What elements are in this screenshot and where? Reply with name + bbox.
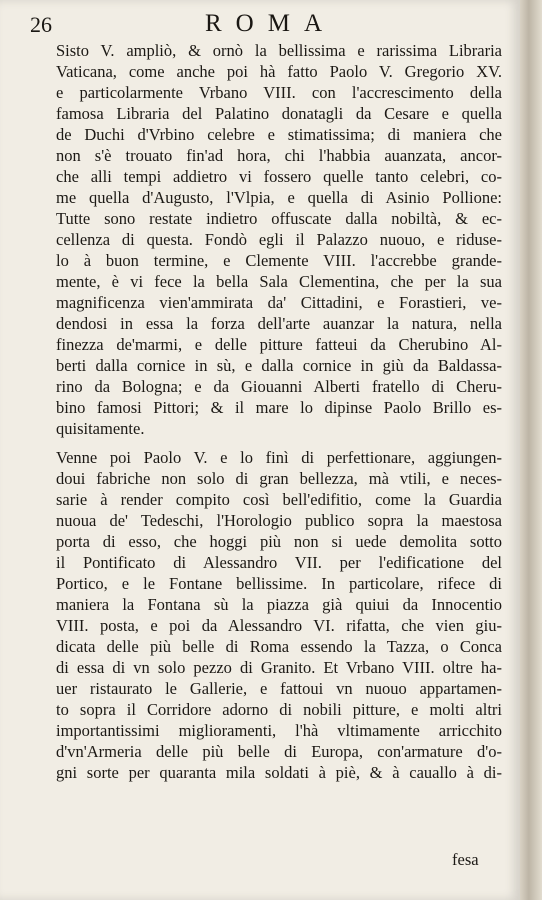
- text-line: gni sorte per quaranta mila soldati à piè, & à cauallo à di-: [56, 763, 502, 782]
- text-line: bino famosi Pittori; & il mare lo dipinse Paolo Brillo es-: [56, 398, 502, 417]
- text-line: non s'è trouato fin'ad hora, chi l'habbia auanzata, ancor-: [56, 146, 502, 165]
- catchword: fesa: [452, 850, 479, 869]
- text-line: berti dalla cornice in sù, e dalla cornice in giù da Baldassa-: [56, 356, 502, 375]
- text-line: Portico, e le Fontane bellissime. In particolare, rifece di: [56, 574, 502, 593]
- text-line: porta di esso, che hoggi più non si uede demolita sotto: [56, 532, 502, 551]
- running-title: ROMA: [205, 10, 337, 37]
- text-line: che alli tempi addietro vi fossero quelle tanto celebri, co-: [56, 167, 502, 186]
- text-line: maniera la Fontana sù la piazza già quiui da Innocentio: [56, 595, 502, 614]
- text-line: dendosi in essa la forza dell'arte auanzar la natura, nella: [56, 314, 502, 333]
- text-line: VIII. posta, e poi da Alessandro VI. rifatta, che vien giu-: [56, 616, 502, 635]
- text-line: finezza de'marmi, e delle pitture fatteui da Cherubino Al-: [56, 335, 502, 354]
- text-line: mente, è vi fece la bella Sala Clementina, che per la sua: [56, 272, 502, 291]
- text-line: di essa di vn solo pezzo di Granito. Et Vrbano VIII. oltre ha-: [56, 658, 502, 677]
- text-line: magnificenza vien'ammirata da' Cittadini, e Forastieri, ve-: [56, 293, 502, 312]
- paragraph: [56, 447, 502, 783]
- text-line: sarie à render compito così bell'edifitio, come la Guardia: [56, 490, 502, 509]
- text-line: cellenza di questa. Fondò egli il Palazzo nuouo, e riduse-: [56, 230, 502, 249]
- text-line: lo à buon termine, e Clemente VIII. l'accrebbe grande-: [56, 251, 502, 270]
- text-line: to sopra il Corridore adorno di nobili pitture, e molti altri: [56, 700, 502, 719]
- page-edge: [520, 0, 542, 900]
- text-line: nuoua de' Tedeschi, l'Horologio publico sopra la maestosa: [56, 511, 502, 530]
- text-line: dicata delle più belle di Roma essendo la Tazza, o Conca: [56, 637, 502, 656]
- paragraph: [56, 40, 502, 439]
- text-line: rino da Bologna; e da Giouanni Alberti fratello di Cheru-: [56, 377, 502, 396]
- text-line: Sisto V. ampliò, & ornò la bellissima e rarissima Libraria: [56, 41, 502, 60]
- text-line: e particolarmente Vrbano VIII. con l'accrescimento della: [56, 83, 502, 102]
- text-line: doui fabriche non solo di gran bellezza, mà vtili, e neces-: [56, 469, 502, 488]
- text-line: Vaticana, come anche poi hà fatto Paolo V. Gregorio XV.: [56, 62, 502, 81]
- page-header: [30, 10, 500, 40]
- paragraph-gap: [56, 439, 502, 447]
- text-line: famosa Libraria del Palatino donatagli da Cesare e quella: [56, 104, 502, 123]
- text-line: quisitamente.: [56, 419, 145, 438]
- text-line: il Pontificato di Alessandro VII. per l'edificatione del: [56, 553, 502, 572]
- body-text: [56, 40, 502, 783]
- text-line: importantissimi miglioramenti, l'hà vltimamente arricchito: [56, 721, 502, 740]
- text-line: uer ristaurato le Gallerie, e fattoui vn nuouo appartamen-: [56, 679, 502, 698]
- text-line: me quella d'Augusto, l'Vlpia, e quella di Asinio Pollione:: [56, 188, 502, 207]
- text-line: d'vn'Armeria delle più belle di Europa, con'armature d'o-: [56, 742, 502, 761]
- text-line: de Duchi d'Vrbino celebre e stimatissima; di maniera che: [56, 125, 502, 144]
- page-number: 26: [30, 12, 52, 37]
- text-line: Venne poi Paolo V. e lo finì di perfettionare, aggiungen-: [56, 448, 502, 467]
- text-line: Tutte sono restate indietro offuscate dalla nobiltà, & ec-: [56, 209, 502, 228]
